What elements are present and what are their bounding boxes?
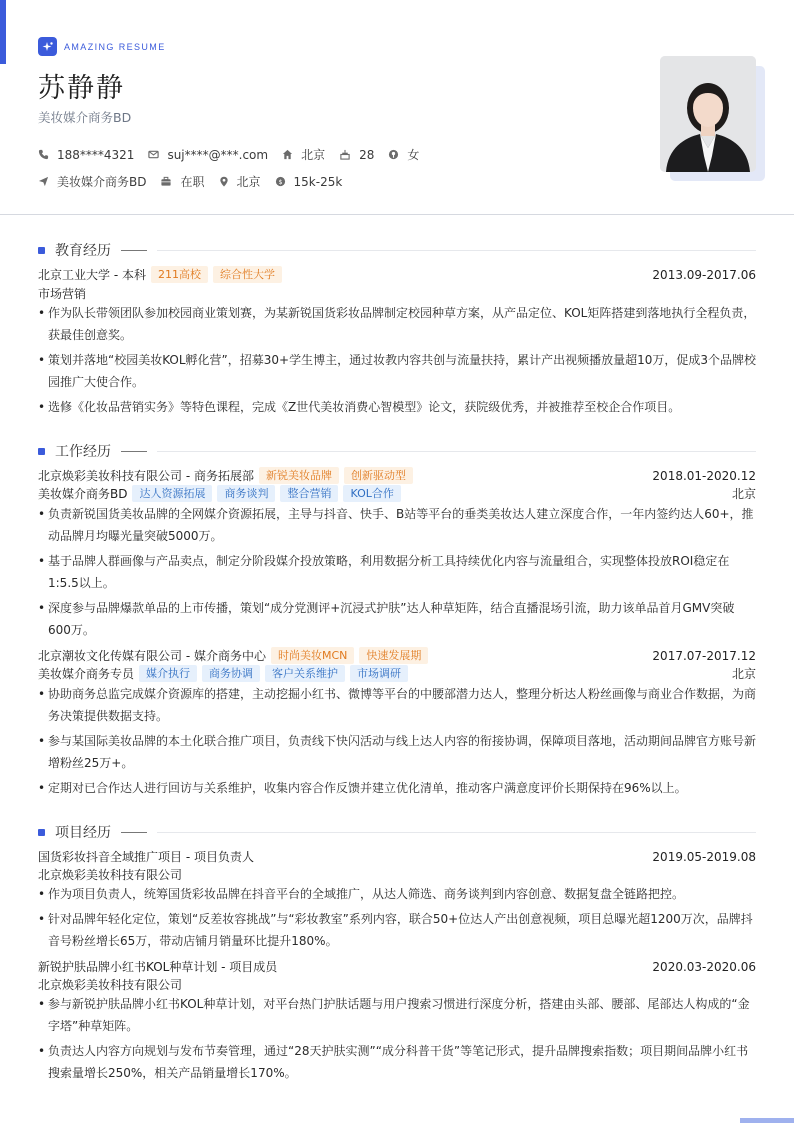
home-icon — [282, 149, 293, 160]
list-item: • 负责新锐国货美妆品牌的全网媒介资源拓展，主导与抖音、快手、B站等平台的垂类美妆达人建立深度合作，一年内签约达人60+，推动品牌月均曝光量突破5000万。 — [38, 503, 756, 547]
company-tag: 快速发展期 — [359, 647, 428, 664]
email-item — [148, 148, 268, 162]
list-item: • 定期对已合作达人进行回访与关系维护，收集内容合作反馈并建立优化清单，推动客户满意度评价长期保持在96%以上。 — [38, 777, 756, 799]
salary-item — [275, 175, 343, 189]
skill-tag: 达人资源拓展 — [132, 485, 212, 502]
location-icon — [219, 176, 229, 187]
list-item: • 作为项目负责人，统筹国货彩妆品牌在抖音平台的全域推广，从达人筛选、商务谈判到内容创意、数据复盘全链路把控。 — [38, 883, 756, 905]
phone-item — [38, 148, 134, 162]
work-2-role — [38, 665, 756, 682]
money-icon — [275, 176, 286, 187]
phone-icon — [38, 149, 49, 160]
list-item: • 参与某国际美妆品牌的本土化联合推广项目，负责线下快闪活动与线上达人内容的衔接协调，保障项目落地，活动期间品牌官方账号新增粉丝25万+。 — [38, 730, 756, 774]
project-date: 2020.03-2020.06 — [652, 959, 756, 974]
phone-text: 188****4321 — [57, 147, 135, 162]
list-item: • 负责达人内容方向规划与发布节奏管理，通过“28天护肤实测”“成分科普干货”等笔记形式，提升品牌搜索指数；项目期间品牌小红书搜索量增长250%，相关产品销量增长170%。 — [38, 1040, 756, 1084]
brand-text: AMAZING RESUME — [64, 41, 166, 52]
section-projects — [38, 822, 756, 842]
list-item: • 参与新锐护肤品牌小红书KOL种草计划，对平台热门护肤话题与用户搜索习惯进行深度分析，搭建由头部、腰部、尾部达人构成的“金字塔”种草矩阵。 — [38, 993, 756, 1037]
job-intent-row — [38, 173, 356, 190]
education-bullets — [38, 302, 756, 421]
school-tag: 211高校 — [151, 266, 208, 283]
skill-tag: 整合营销 — [280, 485, 338, 502]
age-item — [339, 148, 374, 162]
project-company: 北京焕彩美妆科技有限公司 — [38, 868, 183, 882]
role-name: 美妆媒介商务专员 — [38, 667, 135, 681]
school-name: 北京工业大学 - 本科 — [38, 268, 146, 282]
company-name: 北京潮妆文化传媒有限公司 - 媒介商务中心 — [38, 649, 266, 663]
candidate-title: 美妆媒介商务BD — [38, 110, 132, 125]
skill-tag: KOL合作 — [343, 485, 400, 502]
project-1-company — [38, 866, 756, 883]
company-name: 北京焕彩美妆科技有限公司 - 商务拓展部 — [38, 469, 254, 483]
profile-photo — [660, 56, 766, 182]
list-item: • 深度参与品牌爆款单品的上市传播，策划“成分党测评+沉浸式护肤”达人种草矩阵，结合直播混场引流，助力该单品首月GMV突破600万。 — [38, 597, 756, 641]
section-work — [38, 441, 756, 461]
project-name: 国货彩妆抖音全域推广项目 - 项目负责人 — [38, 850, 254, 864]
project-name: 新锐护肤品牌小红书KOL种草计划 - 项目成员 — [38, 960, 278, 974]
contact-row — [38, 146, 433, 163]
list-item: • 作为队长带领团队参加校园商业策划赛，为某新锐国货彩妆品牌制定校园种草方案，从产品定位、KOL矩阵搭建到落地执行全程负责，获最佳创意奖。 — [38, 302, 756, 346]
resume-header — [0, 0, 794, 215]
project-company: 北京焕彩美妆科技有限公司 — [38, 978, 183, 992]
skill-tag: 市场调研 — [350, 665, 408, 682]
avatar — [660, 56, 756, 172]
role-name: 美妆媒介商务BD — [38, 487, 128, 501]
work-2-header — [38, 647, 756, 664]
list-item: • 针对品牌年轻化定位，策划“反差妆容挑战”与“彩妆教室”系列内容，联合50+位达人产出创意视频，项目总曝光超1200万次，品牌抖音号粉丝增长65万，带动店铺月销量环比提升180%。 — [38, 908, 756, 952]
list-item: • 协助商务总监完成媒介资源库的搭建，主动挖掘小红书、微博等平台的中腰部潜力达人，整理分析达人粉丝画像与商业合作数据，为商务决策提供数据支持。 — [38, 683, 756, 727]
project-1-header — [38, 848, 756, 865]
work-2-bullets — [38, 683, 756, 802]
project-2-company — [38, 976, 756, 993]
education-major-row — [38, 285, 756, 302]
list-item: • 选修《化妆品营销实务》等特色课程，完成《Z世代美妆消费心智模型》论文，获院级优秀，并被推荐至校企合作项目。 — [38, 396, 756, 418]
cake-icon — [339, 149, 351, 160]
svg-text:$: $ — [277, 177, 283, 186]
status-text: 在职 — [180, 175, 205, 189]
briefcase-icon — [160, 176, 172, 187]
education-date: 2013.09-2017.06 — [652, 267, 756, 282]
work-1-role — [38, 485, 756, 502]
gender-text: 女 — [407, 148, 420, 162]
mail-icon — [148, 149, 159, 160]
section-education — [38, 240, 756, 260]
gender-icon — [388, 149, 399, 160]
work-date: 2018.01-2020.12 — [652, 468, 756, 483]
project-1-bullets — [38, 883, 756, 955]
work-date: 2017.07-2017.12 — [652, 648, 756, 663]
list-item: • 基于品牌人群画像与产品卖点，制定分阶段媒介投放策略，利用数据分析工具持续优化内容与流量组合，实现整体投放ROI稳定在1:5.5以上。 — [38, 550, 756, 594]
work-city: 北京 — [731, 487, 756, 501]
intent-text: 美妆媒介商务BD — [57, 175, 147, 189]
status-item — [160, 173, 204, 190]
sparkle-icon — [38, 37, 57, 56]
target-city-item — [219, 173, 261, 190]
work-city: 北京 — [731, 667, 756, 681]
list-item: • 策划并落地“校园美妆KOL孵化营”，招募30+学生博主，通过妆教内容共创与流量扶持，累计产出视频播放量超10万，促成3个品牌校园推广大使合作。 — [38, 349, 756, 393]
school-tag: 综合性大学 — [213, 266, 282, 283]
project-2-bullets — [38, 993, 756, 1087]
section-title-education: 教育经历 — [55, 243, 111, 259]
target-city-text: 北京 — [236, 175, 261, 189]
candidate-name: 苏静静 — [38, 73, 125, 104]
brand — [38, 37, 166, 56]
skill-tag: 客户关系维护 — [265, 665, 345, 682]
education-header — [38, 266, 756, 283]
residence-text: 北京 — [301, 148, 326, 162]
accent-bar-bottom — [740, 1118, 794, 1123]
salary-text: 15k-25k — [293, 174, 343, 189]
work-1-bullets — [38, 503, 756, 644]
section-title-work: 工作经历 — [55, 444, 111, 460]
section-title-projects: 项目经历 — [55, 825, 111, 841]
major: 市场营销 — [38, 287, 87, 301]
skill-tag: 商务谈判 — [217, 485, 275, 502]
send-icon — [38, 176, 49, 187]
residence-item — [282, 146, 325, 163]
gender-item — [388, 146, 419, 163]
company-tag: 新锐美妆品牌 — [259, 467, 339, 484]
company-tag: 时尚美妆MCN — [271, 647, 354, 664]
project-2-header — [38, 958, 756, 975]
age-text: 28 — [359, 147, 375, 162]
intent-item — [38, 173, 146, 190]
skill-tag: 媒介执行 — [139, 665, 197, 682]
work-1-header — [38, 467, 756, 484]
skill-tag: 商务协调 — [202, 665, 260, 682]
company-tag: 创新驱动型 — [344, 467, 413, 484]
email-text: suj****@***.com — [167, 147, 269, 162]
project-date: 2019.05-2019.08 — [652, 849, 756, 864]
